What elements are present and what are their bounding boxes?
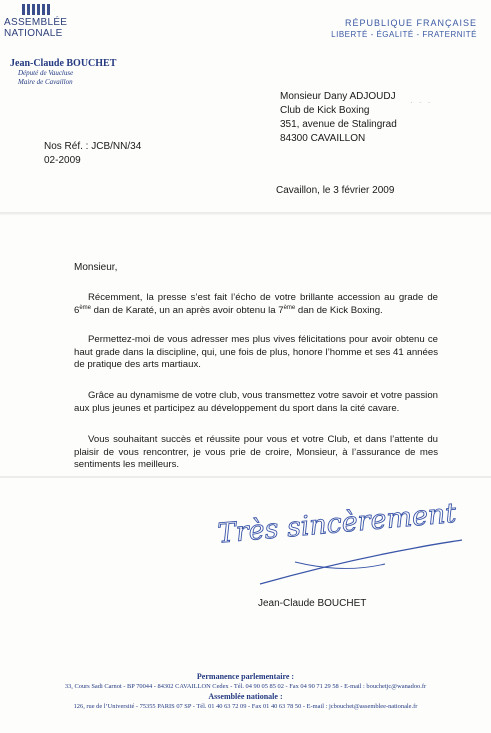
reference-line: Nos Réf. : JCB/NN/34	[44, 141, 142, 152]
p1-sup-2: ème	[283, 304, 296, 311]
signature-text: Très sincèrement	[216, 497, 458, 550]
p1-sup-1: ème	[79, 304, 92, 311]
logo-bars-icon	[22, 4, 64, 15]
scan-mark: · · ·	[410, 98, 433, 107]
sender-block	[10, 58, 116, 87]
addressee-city: 84300 CAVAILLON	[280, 133, 366, 144]
addressee-block	[280, 90, 397, 146]
republic-header	[331, 18, 477, 39]
p4-text: Vous souhaitant succès et réussite pour vous et votre Club, et dans l’attente du plaisir de vous rencontrer, je vous prie de croire, Monsieur, à l’assurance de mes sentiments les meilleurs.	[74, 434, 438, 471]
reference-block	[44, 140, 141, 168]
institution-line1: ASSEMBLÉE	[4, 17, 68, 28]
paragraph-4	[74, 434, 438, 472]
signature-stroke	[260, 540, 462, 584]
paragraph-3	[74, 390, 438, 415]
footer-an-address: 126, rue de l’Université - 75355 PARIS 07 SP - Tél. 01 40 63 72 09 - Fax 01 40 63 78 50 - E-mail : jcbouchet@assemblee-nationale.fr	[73, 703, 418, 710]
assemblee-logo	[4, 4, 68, 39]
sender-name: Jean-Claude BOUCHET	[10, 58, 117, 69]
footer-perm-title: Permanence parlementaire :	[196, 672, 295, 681]
footer	[0, 672, 491, 712]
salutation: Monsieur,	[74, 262, 118, 273]
p1-text-b: dan de Karaté, un an après avoir obtenu la 7	[91, 304, 284, 316]
republic-motto: LIBERTÉ - ÉGALITÉ - FRATERNITÉ	[331, 30, 477, 39]
footer-perm-address: 33, Cours Sadi Carnot - BP 70044 - 84302 CAVAILLON Cedex - Tél. 04 90 05 85 02 - Fax 04 90 71 29 58 - E-mail : bouchetjc@wanadoo.fr	[64, 683, 427, 690]
footer-an-title: Assemblée nationale :	[208, 692, 283, 701]
paragraph-2	[74, 334, 438, 372]
signer-name: Jean-Claude BOUCHET	[258, 598, 367, 609]
addressee-name: Monsieur Dany ADJOUDJ	[280, 91, 396, 102]
sender-role-2: Maire de Cavaillon	[18, 78, 73, 86]
fold-line	[0, 212, 491, 215]
addressee-club: Club de Kick Boxing	[280, 105, 370, 116]
addressee-street: 351, avenue de Stalingrad	[280, 119, 397, 130]
p3-text: Grâce au dynamisme de votre club, vous transmettez votre savoir et votre passion aux plus jeunes et participez au développement du sport dans la cité cavare.	[74, 390, 438, 414]
fold-line-2	[0, 476, 491, 478]
republic-title: RÉPUBLIQUE FRANÇAISE	[344, 18, 477, 28]
date-line: Cavaillon, le 3 février 2009	[276, 185, 395, 196]
p1-text-c: dan de Kick Boxing.	[295, 304, 383, 316]
handwritten-signature	[200, 490, 490, 600]
paragraph-1	[74, 292, 438, 317]
sender-role-1: Député de Vaucluse	[18, 69, 74, 77]
institution-line2: NATIONALE	[4, 28, 63, 39]
reference-number: 02-2009	[44, 155, 81, 166]
p2-text: Permettez-moi de vous adresser mes plus vives félicitations pour avoir obtenu ce haut grade dans la discipline, qui, une fois de plus, honore l’homme et ses 41 années de pratique des arts martiaux.	[74, 334, 438, 371]
p1-text-a: Récemment, la presse s’est fait l’écho de votre brillante accession au grade de 6	[74, 292, 438, 316]
